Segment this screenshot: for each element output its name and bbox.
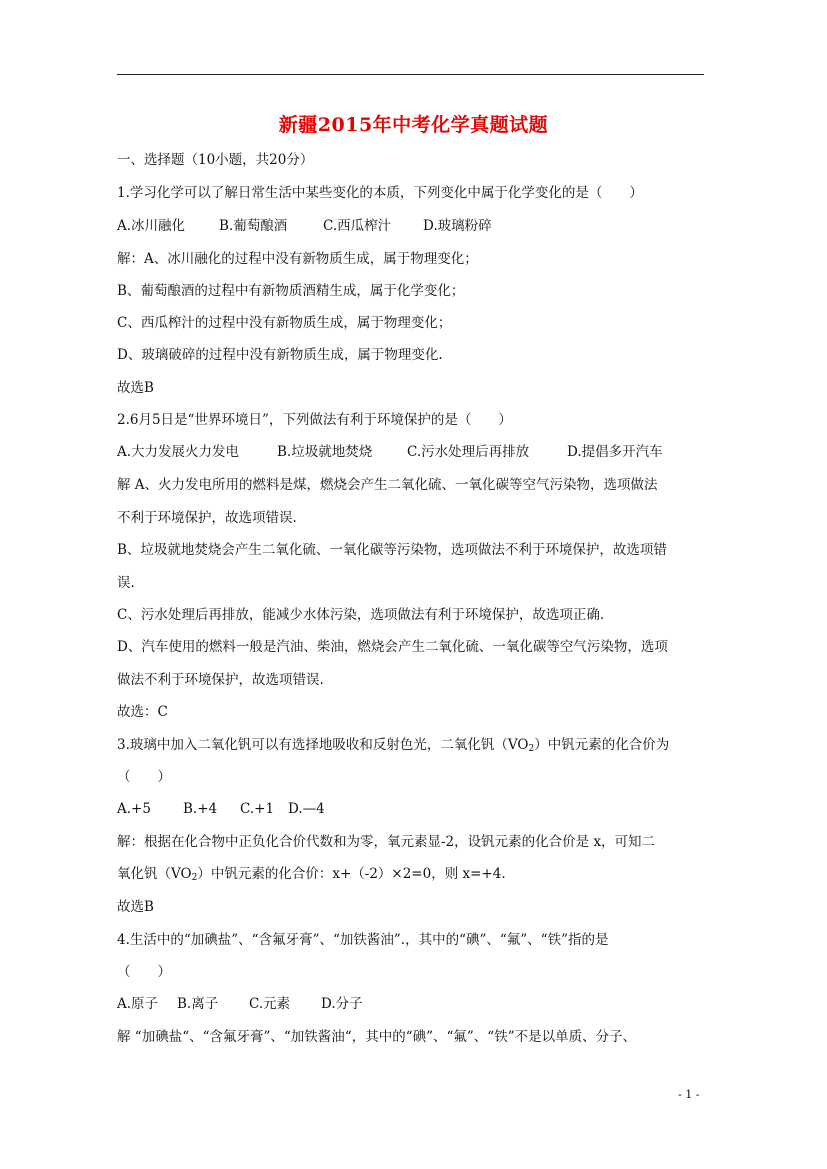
q4-option-c: C.元素: [249, 996, 291, 1012]
q4-stem-bracket: （ ）: [117, 964, 171, 980]
q4-options: [117, 995, 363, 1013]
q3-options: [117, 800, 325, 818]
q3-solution-line: 解：根据在化合物中正负化合价代数和为零，氧元素显-2，设钒元素的化合价是 x，可知二: [117, 834, 656, 850]
q4-stem: 4.生活中的“加碘盐”、“含氟牙膏”、“加铁酱油”.，其中的“碘”、“氟”、“铁”指的是: [117, 932, 609, 948]
q2-solution-line: D、汽车使用的燃料一般是汽油、柴油，燃烧会产生二氧化硫、一氧化碳等空气污染物，选项: [117, 639, 668, 655]
q3-solution-subscript: 2: [191, 873, 198, 883]
q2-solution-line: B、垃圾就地焚烧会产生二氧化硫、一氧化碳等污染物，选项做法不利于环境保护，故选项错: [117, 542, 667, 558]
q3-stem: [117, 736, 669, 754]
q3-option-c: C.+1: [240, 801, 275, 817]
q3-solution-line: [117, 865, 506, 883]
q1-option-c: C.西瓜榨汁: [323, 218, 392, 234]
q1-solution-line: D、玻璃破碎的过程中没有新物质生成，属于物理变化.: [117, 347, 443, 363]
q3-stem-part: ）中钒元素的化合价为: [534, 737, 670, 753]
q1-option-b: B.葡萄酿酒: [219, 218, 288, 234]
q3-stem-part: 3.玻璃中加入二氧化钒可以有选择地吸收和反射色光，二氧化钒（VO: [117, 737, 529, 753]
q3-solution-part: ）中钒元素的化合价：x+（-2）×2=0，则 x=+4.: [197, 866, 506, 882]
q2-option-a: A.大力发展火力发电: [117, 444, 240, 460]
q2-answer: 故选：C: [117, 704, 168, 720]
q4-solution-line: 解 “加碘盐“、“含氟牙膏”、“加铁酱油“，其中的“碘”、“氟”、“铁”不是以单质、分子、: [117, 1029, 637, 1045]
q4-option-d: D.分子: [321, 996, 363, 1012]
q2-solution-line: 不利于环境保护，故选项错误.: [117, 510, 297, 526]
q2-stem: 2.6月5日是“世界环境日”，下列做法有利于环境保护的是（ ）: [117, 412, 512, 428]
q1-solution-line: 解：A、冰川融化的过程中没有新物质生成，属于物理变化；: [117, 251, 478, 267]
q2-option-b: B.垃圾就地焚烧: [277, 444, 373, 460]
q4-option-b: B.离子: [177, 996, 219, 1012]
section-heading: 一、选择题（10小题，共20分）: [117, 152, 314, 168]
q1-stem: 1.学习化学可以了解日常生活中某些变化的本质，下列变化中属于化学变化的是（ ）: [117, 185, 643, 201]
q1-option-a: A.冰川融化: [117, 218, 186, 234]
page-title: 新疆2015年中考化学真题试题: [278, 114, 549, 136]
q2-option-c: C.污水处理后再排放: [407, 444, 530, 460]
header-rule: [117, 74, 704, 75]
q3-option-d: D.—4: [288, 801, 325, 817]
q3-stem-bracket: （ ）: [117, 769, 171, 785]
q3-option-a: A.+5: [117, 801, 151, 817]
q2-option-d: D.提倡多开汽车: [567, 444, 663, 460]
q1-solution-line: B、葡萄酿酒的过程中有新物质酒精生成，属于化学变化；: [117, 283, 465, 299]
q4-option-a: A.原子: [117, 996, 159, 1012]
q1-solution-line: C、西瓜榨汁的过程中没有新物质生成，属于物理变化；: [117, 315, 452, 331]
q2-solution-line: 做法不利于环境保护，故选项错误.: [117, 672, 324, 688]
q1-answer: 故选B: [117, 380, 154, 396]
q3-solution-part: 氧化钒（VO: [117, 866, 192, 882]
q2-solution-line: 误.: [117, 575, 135, 591]
q1-options: [117, 217, 492, 235]
q3-answer: 故选B: [117, 899, 154, 915]
q2-solution-line: 解 A、火力发电所用的燃料是煤，燃烧会产生二氧化硫、一氧化碳等空气污染物，选项做法: [117, 477, 658, 493]
q3-stem-subscript: 2: [528, 744, 535, 754]
q1-option-d: D.玻璃粉碎: [423, 218, 492, 234]
q2-solution-line: C、污水处理后再排放，能减少水体污染，选项做法有利于环境保护，故选项正确.: [117, 607, 605, 623]
q2-options: [117, 443, 663, 461]
page-number: - 1 -: [678, 1088, 700, 1101]
q3-option-b: B.+4: [183, 801, 218, 817]
